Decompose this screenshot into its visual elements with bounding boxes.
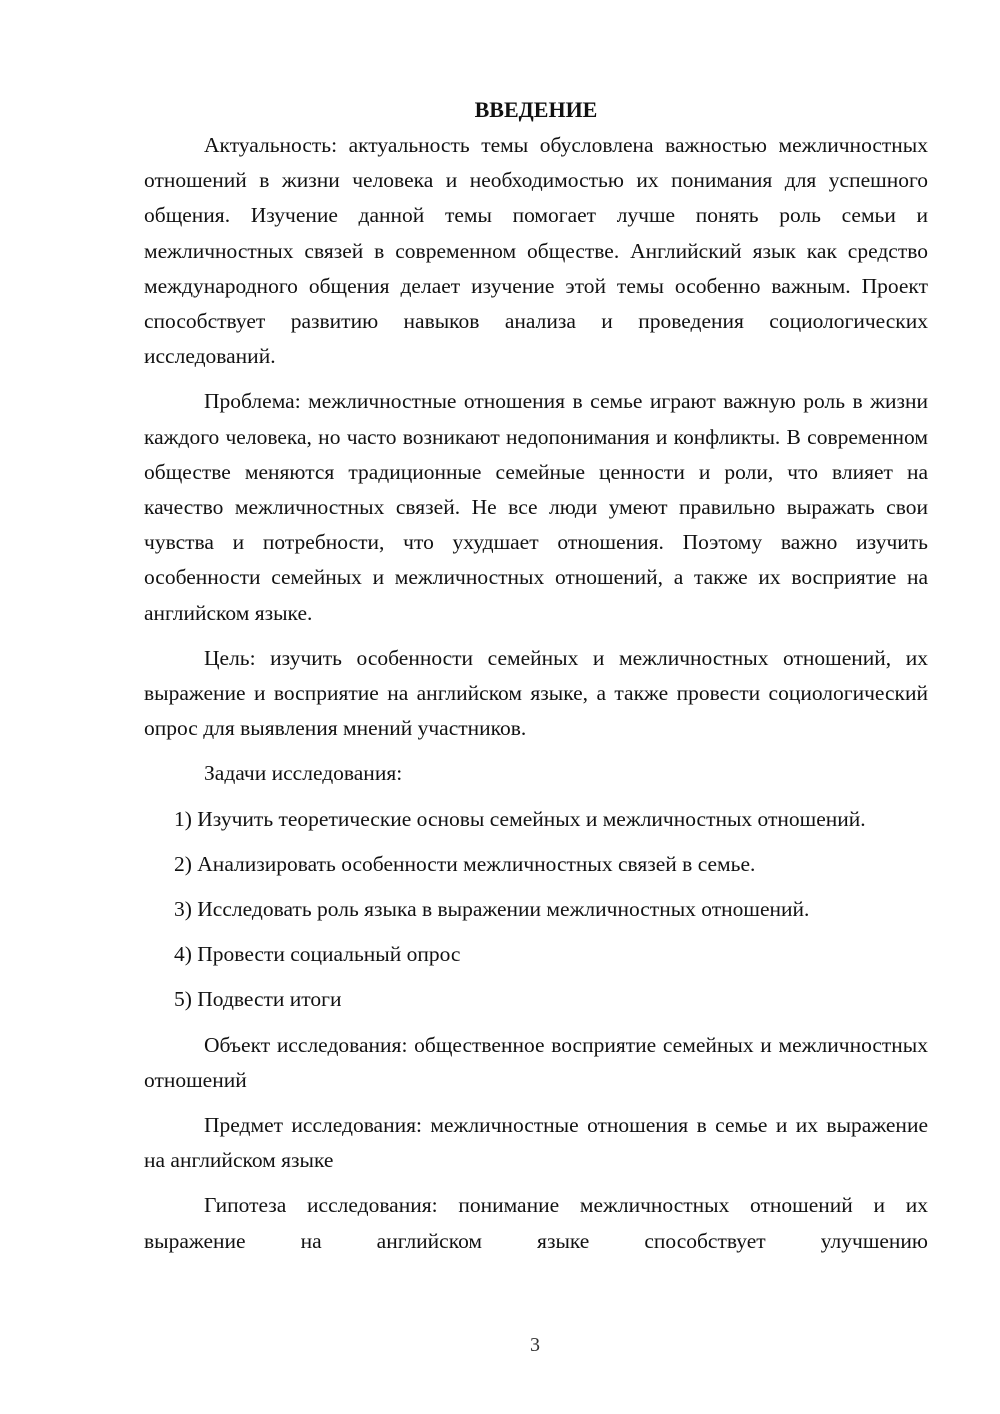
task-item-3: 3) Исследовать роль языка в выражении межличностных отношений. (174, 897, 810, 922)
hypothesis-paragraph: Гипотеза исследования: понимание межличностных отношений и их выражение на английском языке способствует улучшению (144, 1193, 928, 1253)
object-paragraph: Объект исследования: общественное восприятие семейных и межличностных отношений (144, 1032, 928, 1092)
task-item-5: 5) Подвести итоги (174, 987, 342, 1012)
task-item-2: 2) Анализировать особенности межличностных связей в семье. (174, 851, 756, 876)
task-item-4: 4) Провести социальный опрос (174, 942, 461, 967)
task-item-1: 1) Изучить теоретические основы семейных и межличностных отношений. (174, 806, 866, 831)
document-page (144, 92, 928, 1259)
problem-paragraph: Проблема: межличностные отношения в семье играют важную роль в жизни каждого человека, но часто возникают недопонимания и конфликты. В современном обществе меняются традиционные семейные ценности и роли, что влияет на качество межличностных связей. Не все люди умеют правильно выражать свои чувства и потребности, что ухудшает отношения. Поэтому важно изучить особенности семейных и межличностных отношений, а также их восприятие на английском языке. (144, 389, 928, 625)
page-title: ВВЕДЕНИЕ (474, 97, 598, 122)
tasks-heading: Задачи исследования: (204, 761, 403, 786)
goal-paragraph: Цель: изучить особенности семейных и межличностных отношений, их выражение и восприятие на английском языке, а также провести социологический опрос для выявления мнений участников. (144, 645, 928, 741)
page-number: 3 (530, 1334, 540, 1356)
subject-paragraph: Предмет исследования: межличностные отношения в семье и их выражение на английском языке (144, 1113, 928, 1173)
relevance-paragraph: Актуальность: актуальность темы обусловлена важностью межличностных отношений в жизни человека и необходимостью их понимания для успешного общения. Изучение данной темы помогает лучше понять роль семьи и межличностных связей в современном обществе. Английский язык как средство международного общения делает изучение этой темы особенно важным. Проект способствует развитию навыков анализа и проведения социологических исследований. (144, 133, 928, 369)
